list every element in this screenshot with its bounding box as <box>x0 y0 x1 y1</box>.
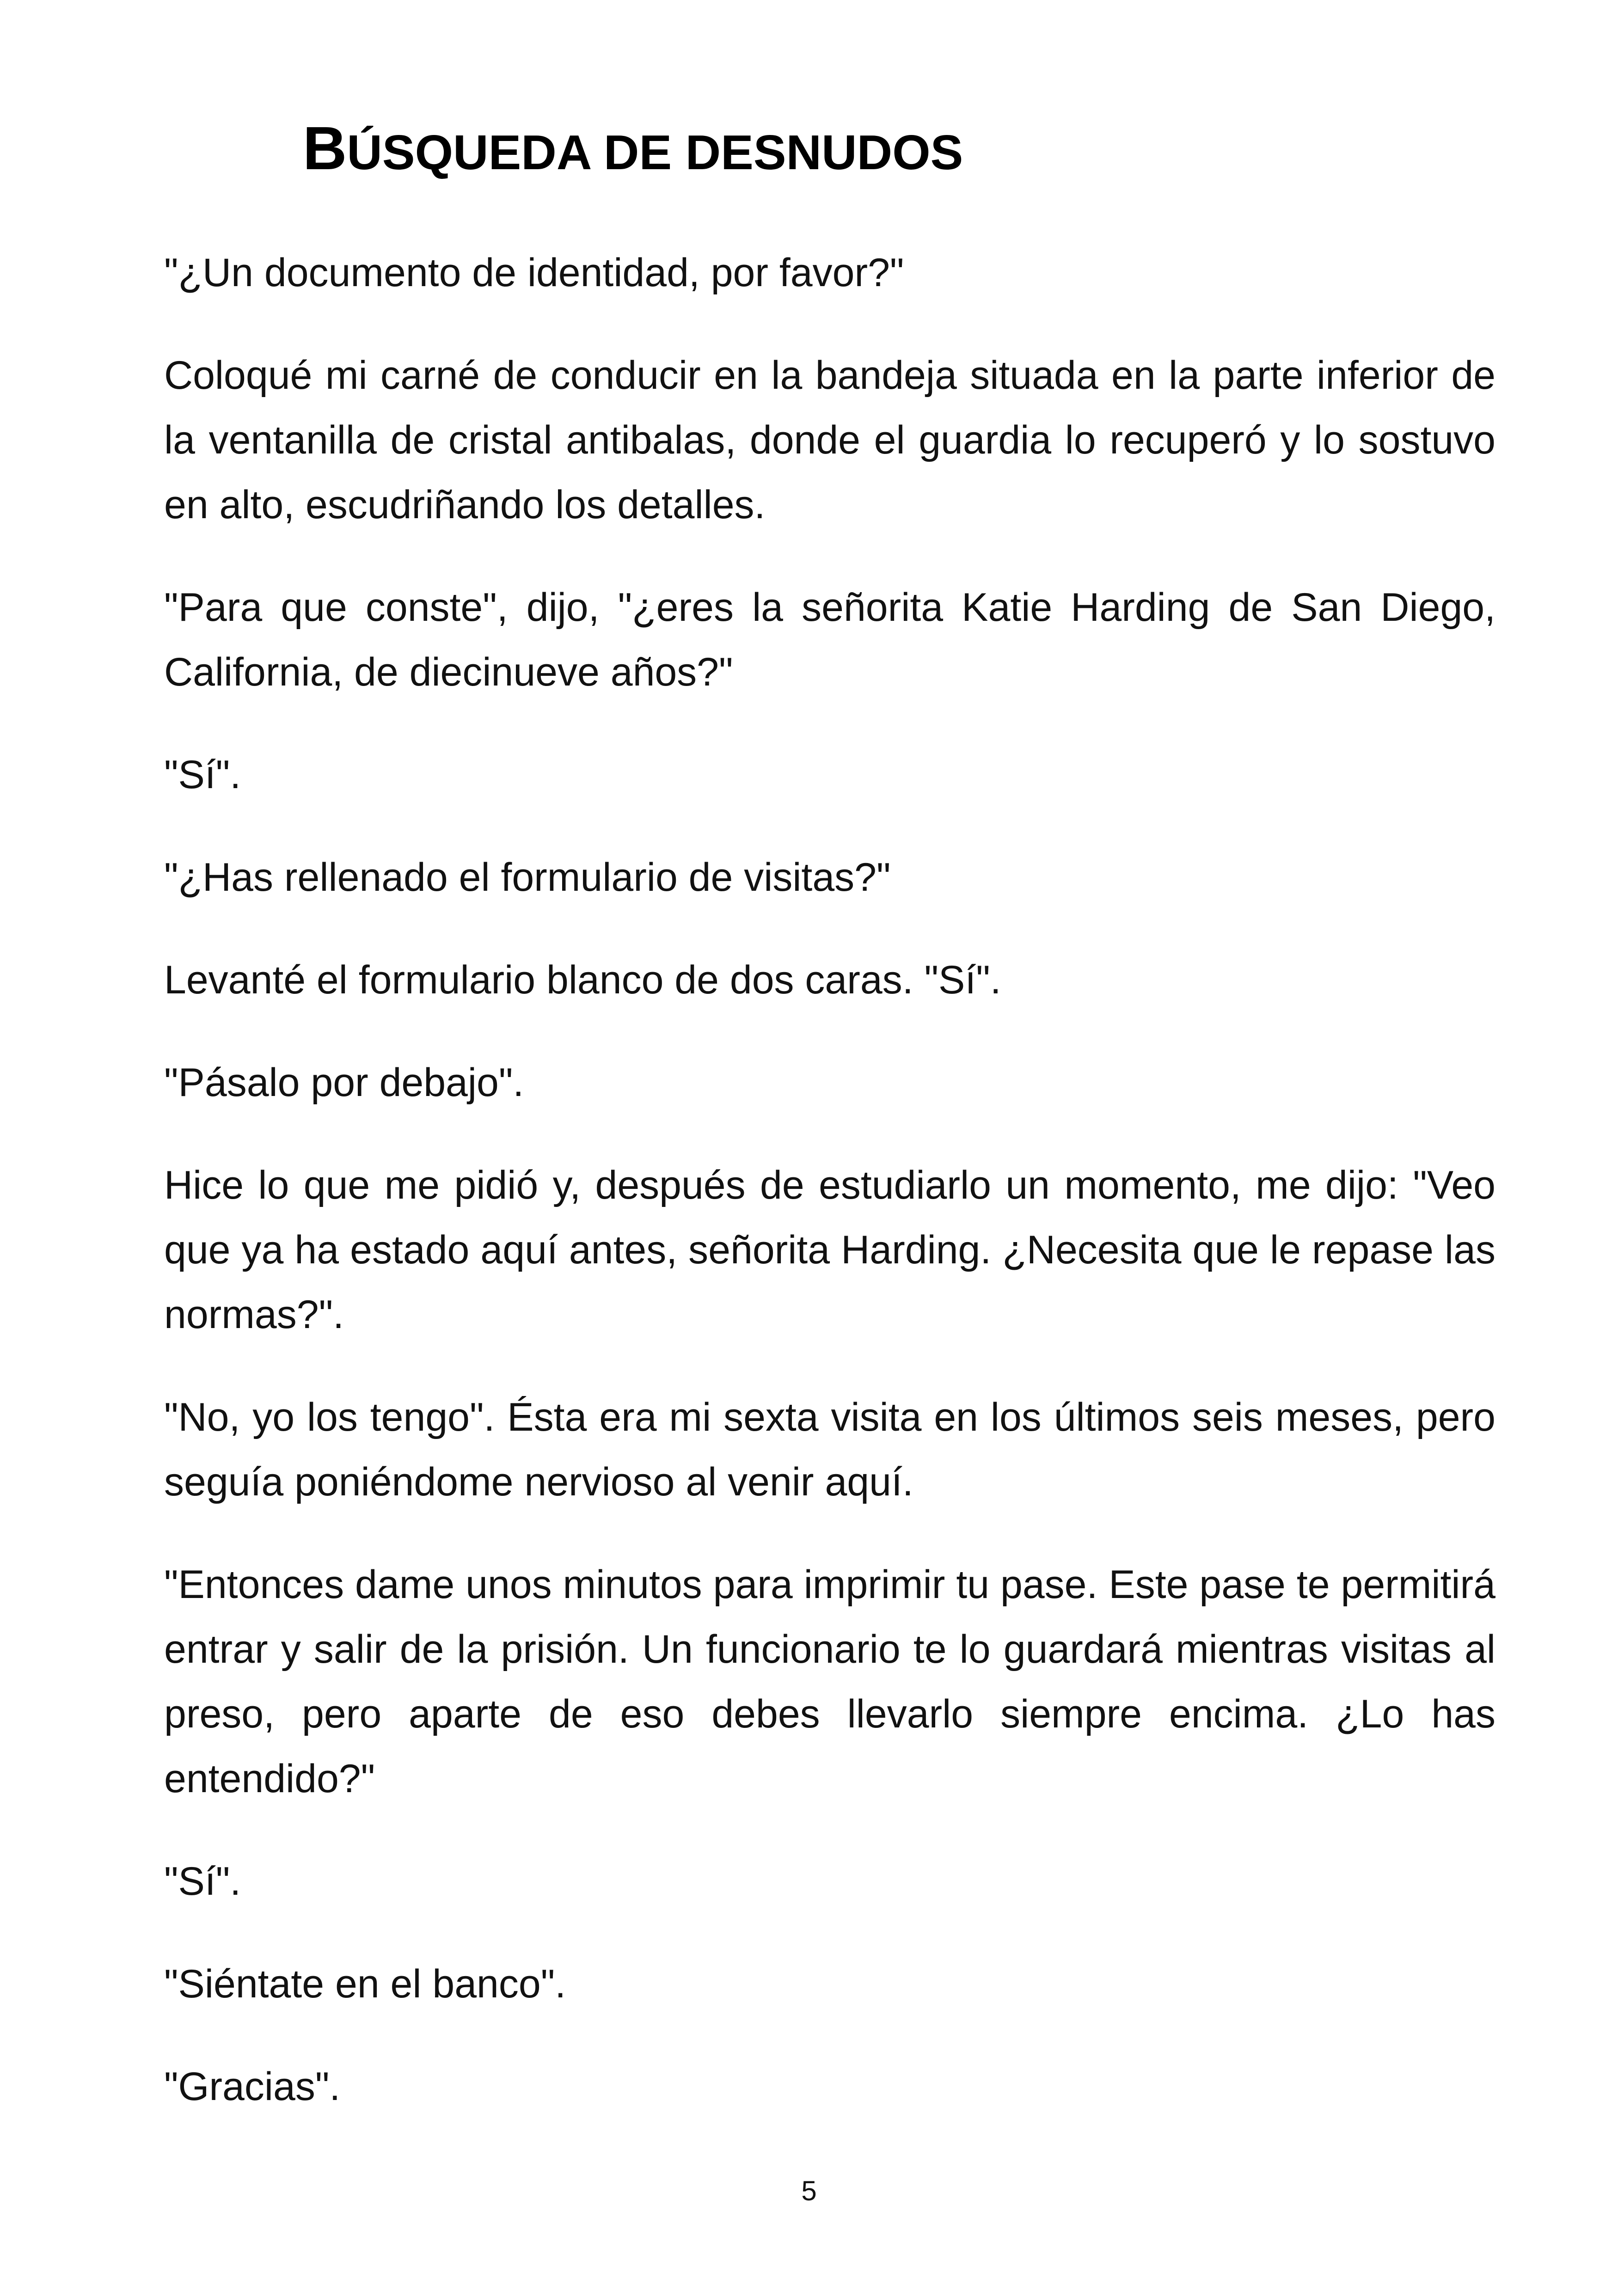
paragraph: "¿Has rellenado el formulario de visitas?" <box>164 855 891 900</box>
paragraph: "Siéntate en el banco". <box>164 1962 566 2006</box>
paragraph: "Gracias". <box>164 2064 341 2109</box>
paragraph: "Sí". <box>164 1859 241 1904</box>
paragraph: "Pásalo por debajo". <box>164 1060 524 1105</box>
paragraph: Hice lo que me pidió y, después de estudiarlo un momento, me dijo: "Veo que ya ha estado aquí antes, señorita Harding. ¿Necesita que le repase las normas?". <box>164 1163 1495 1337</box>
chapter-title-rest: ÚSQUEDA DE DESNUDOS <box>347 125 963 180</box>
body-text <box>164 240 1495 2157</box>
paragraph: "Sí". <box>164 753 241 797</box>
chapter-title <box>303 114 963 182</box>
paragraph: "Entonces dame unos minutos para imprimir tu pase. Este pase te permitirá entrar y salir de la prisión. Un funcionario te lo guardará mientras visitas al preso, pero aparte de eso debes llevarlo siempre encima. ¿Lo has entendido?" <box>164 1562 1495 1801</box>
paragraph: Levanté el formulario blanco de dos caras. "Sí". <box>164 958 1001 1002</box>
paragraph: "¿Un documento de identidad, por favor?" <box>164 251 904 295</box>
paragraph: "No, yo los tengo". Ésta era mi sexta visita en los últimos seis meses, pero seguía poniéndome nervioso al venir aquí. <box>164 1395 1495 1504</box>
paragraph: Coloqué mi carné de conducir en la bandeja situada en la parte inferior de la ventanilla de cristal antibalas, donde el guardia lo recuperó y lo sostuvo en alto, escudriñando los detalles. <box>164 353 1495 527</box>
chapter-title-initial: B <box>303 114 347 182</box>
paragraph: "Para que conste", dijo, "¿eres la señorita Katie Harding de San Diego, California, de diecinueve años?" <box>164 585 1495 694</box>
page-number: 5 <box>801 2175 817 2206</box>
